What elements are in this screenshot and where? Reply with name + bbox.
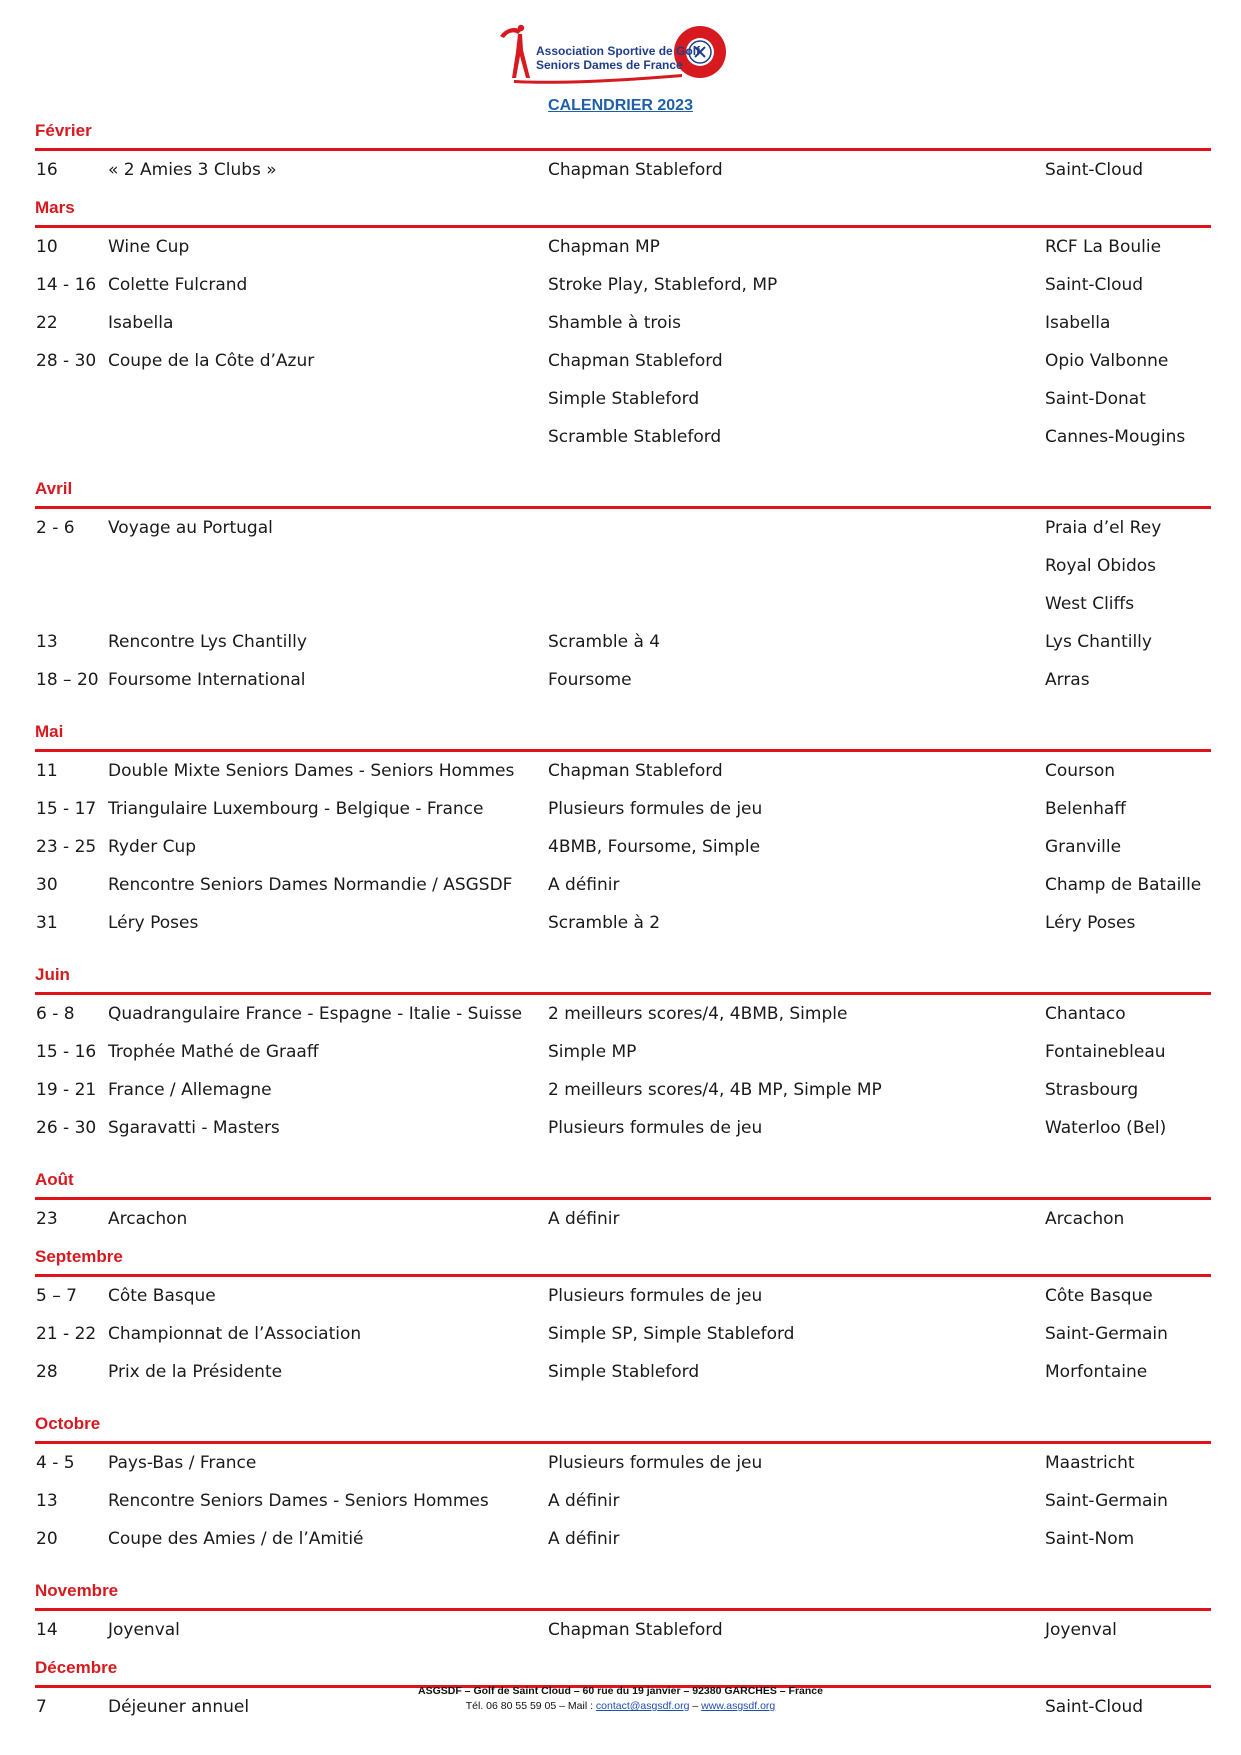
event-location: Praia d’el Rey	[1045, 518, 1162, 538]
month-header: Juin	[35, 962, 1211, 995]
month-header: Décembre	[35, 1655, 1211, 1688]
event-location: Côte Basque	[1045, 1286, 1153, 1306]
event-date: 14 - 16	[36, 275, 97, 295]
event-row	[35, 790, 1211, 828]
event-row	[35, 1444, 1211, 1482]
event-format: Scramble à 4	[548, 632, 661, 652]
event-format: Simple Stableford	[548, 389, 700, 409]
event-location: Isabella	[1045, 313, 1111, 333]
event-date: 28	[36, 1362, 58, 1382]
event-name: Rencontre Seniors Dames - Seniors Hommes	[108, 1491, 489, 1511]
event-row	[35, 1520, 1211, 1558]
event-row	[35, 1315, 1211, 1353]
footer-address: ASGSDF – Golf de Saint Cloud – 60 rue du 19 janvier – 92380 GARCHES – France	[418, 1685, 823, 1697]
event-location: Waterloo (Bel)	[1045, 1118, 1167, 1138]
event-format: Chapman Stableford	[548, 761, 723, 781]
event-row	[35, 380, 1211, 418]
event-row	[35, 866, 1211, 904]
event-date: 4 - 5	[36, 1453, 75, 1473]
event-format: Plusieurs formules de jeu	[548, 799, 763, 819]
month-header: Mars	[35, 195, 1211, 228]
event-date: 26 - 30	[36, 1118, 97, 1138]
event-format: Chapman Stableford	[548, 160, 723, 180]
event-row	[35, 1071, 1211, 1109]
event-row	[35, 342, 1211, 380]
event-name: Coupe des Amies / de l’Amitié	[108, 1529, 364, 1549]
event-row	[35, 904, 1211, 942]
event-name: Coupe de la Côte d’Azur	[108, 351, 315, 371]
month-spacer	[35, 1147, 1211, 1161]
event-format: Plusieurs formules de jeu	[548, 1453, 763, 1473]
month-spacer	[35, 456, 1211, 470]
event-location: Opio Valbonne	[1045, 351, 1169, 371]
event-name: Déjeuner annuel	[108, 1697, 250, 1717]
event-date: 6 - 8	[36, 1004, 75, 1024]
event-name: Arcachon	[108, 1209, 188, 1229]
event-location: RCF La Boulie	[1045, 237, 1162, 257]
event-format: A définir	[548, 875, 620, 895]
event-row	[35, 1611, 1211, 1649]
logo-line-2: Seniors Dames de France	[536, 58, 683, 72]
event-name: Voyage au Portugal	[108, 518, 273, 538]
event-date: 14	[36, 1620, 58, 1640]
event-date: 31	[36, 913, 58, 933]
event-format: Stroke Play, Stableford, MP	[548, 275, 778, 295]
event-format: A définir	[548, 1491, 620, 1511]
event-format: Scramble à 2	[548, 913, 661, 933]
event-date: 23 - 25	[36, 837, 97, 857]
month-header: Octobre	[35, 1411, 1211, 1444]
event-location: Saint-Cloud	[1045, 160, 1144, 180]
calendar-table	[35, 118, 1211, 1726]
event-date: 15 - 17	[36, 799, 97, 819]
event-row	[35, 1277, 1211, 1315]
event-date: 21 - 22	[36, 1324, 97, 1344]
event-format: Plusieurs formules de jeu	[548, 1286, 763, 1306]
event-name: Pays-Bas / France	[108, 1453, 257, 1473]
event-row	[35, 1200, 1211, 1238]
event-row	[35, 1353, 1211, 1391]
event-location: Lys Chantilly	[1045, 632, 1152, 652]
event-date: 20	[36, 1529, 58, 1549]
event-date: 16	[36, 160, 58, 180]
month-spacer	[35, 942, 1211, 956]
month-header: Septembre	[35, 1244, 1211, 1277]
event-date: 13	[36, 632, 58, 652]
event-format: A définir	[548, 1529, 620, 1549]
event-date: 10	[36, 237, 58, 257]
logo-text	[536, 44, 700, 72]
event-location: Joyenval	[1045, 1620, 1117, 1640]
footer-separator: –	[689, 1700, 702, 1712]
event-format: 4BMB, Foursome, Simple	[548, 837, 761, 857]
event-location: Champ de Bataille	[1045, 875, 1202, 895]
event-name: Wine Cup	[108, 237, 190, 257]
event-location: Saint-Donat	[1045, 389, 1146, 409]
event-format: Simple SP, Simple Stableford	[548, 1324, 795, 1344]
event-date: 2 - 6	[36, 518, 75, 538]
event-row	[35, 1033, 1211, 1071]
logo-line-1: Association Sportive de Golf	[536, 44, 701, 58]
event-row	[35, 228, 1211, 266]
event-row	[35, 585, 1211, 623]
event-row	[35, 995, 1211, 1033]
event-format: Simple Stableford	[548, 1362, 700, 1382]
event-name: France / Allemagne	[108, 1080, 272, 1100]
event-location: Cannes-Mougins	[1045, 427, 1186, 447]
event-row	[35, 304, 1211, 342]
event-row	[35, 1109, 1211, 1147]
footer-email-link[interactable]: contact@asgsdf.org	[595, 1700, 690, 1712]
month-header: Août	[35, 1167, 1211, 1200]
event-location: Royal Obidos	[1045, 556, 1156, 576]
event-location: Saint-Cloud	[1045, 1697, 1144, 1717]
event-format: 2 meilleurs scores/4, 4BMB, Simple	[548, 1004, 848, 1024]
event-name: Triangulaire Luxembourg - Belgique - France	[108, 799, 484, 819]
event-date: 15 - 16	[36, 1042, 97, 1062]
event-location: Courson	[1045, 761, 1116, 781]
month-spacer	[35, 1391, 1211, 1405]
association-logo	[492, 22, 752, 86]
event-format: 2 meilleurs scores/4, 4B MP, Simple MP	[548, 1080, 882, 1100]
event-location: Granville	[1045, 837, 1122, 857]
event-format: Plusieurs formules de jeu	[548, 1118, 763, 1138]
event-name: Championnat de l’Association	[108, 1324, 362, 1344]
event-name: Trophée Mathé de Graaff	[108, 1042, 319, 1062]
event-name: Rencontre Lys Chantilly	[108, 632, 307, 652]
month-header: Mai	[35, 719, 1211, 752]
event-date: 23	[36, 1209, 58, 1229]
event-row	[35, 752, 1211, 790]
footer-phone: Tél. 06 80 55 59 05 – Mail :	[465, 1700, 596, 1712]
month-header: Février	[35, 118, 1211, 151]
event-date: 22	[36, 313, 58, 333]
page-footer	[0, 1684, 1241, 1714]
event-location: Fontainebleau	[1045, 1042, 1166, 1062]
event-name: Léry Poses	[108, 913, 199, 933]
event-name: Prix de la Présidente	[108, 1362, 283, 1382]
event-row	[35, 547, 1211, 585]
event-date: 30	[36, 875, 58, 895]
event-date: 19 - 21	[36, 1080, 97, 1100]
event-name: Foursome International	[108, 670, 306, 690]
event-row	[35, 623, 1211, 661]
event-format: Foursome	[548, 670, 632, 690]
event-name: Côte Basque	[108, 1286, 216, 1306]
event-date: 13	[36, 1491, 58, 1511]
event-row	[35, 661, 1211, 699]
event-format: Simple MP	[548, 1042, 637, 1062]
event-location: Saint-Germain	[1045, 1491, 1168, 1511]
event-row	[35, 1482, 1211, 1520]
event-location: Morfontaine	[1045, 1362, 1148, 1382]
event-format: Chapman Stableford	[548, 1620, 723, 1640]
footer-website-link[interactable]: www.asgsdf.org	[701, 1700, 776, 1712]
event-row	[35, 266, 1211, 304]
event-format: Scramble Stableford	[548, 427, 722, 447]
event-location: Saint-Nom	[1045, 1529, 1135, 1549]
event-date: 5 – 7	[36, 1286, 77, 1306]
event-location: Chantaco	[1045, 1004, 1126, 1024]
event-date: 18 – 20	[36, 670, 99, 690]
page-header	[0, 22, 1241, 92]
event-row	[35, 418, 1211, 456]
event-name: Quadrangulaire France - Espagne - Italie - Suisse	[108, 1004, 523, 1024]
event-row	[35, 509, 1211, 547]
event-name: Ryder Cup	[108, 837, 197, 857]
month-header: Novembre	[35, 1578, 1211, 1611]
event-location: Arcachon	[1045, 1209, 1125, 1229]
month-spacer	[35, 699, 1211, 713]
event-location: Saint-Germain	[1045, 1324, 1168, 1344]
event-location: Arras	[1045, 670, 1090, 690]
month-header: Avril	[35, 476, 1211, 509]
event-location: West Cliffs	[1045, 594, 1135, 614]
event-format: Chapman Stableford	[548, 351, 723, 371]
page-title: CALENDRIER 2023	[548, 97, 693, 114]
event-format: Shamble à trois	[548, 313, 682, 333]
event-location: Léry Poses	[1045, 913, 1136, 933]
event-location: Belenhaff	[1045, 799, 1126, 819]
event-name: Isabella	[108, 313, 174, 333]
event-name: Joyenval	[108, 1620, 180, 1640]
event-date: 7	[36, 1697, 47, 1717]
footer-contact	[0, 1699, 1241, 1714]
event-format: A définir	[548, 1209, 620, 1229]
event-name: « 2 Amies 3 Clubs »	[108, 160, 277, 180]
event-name: Sgaravatti - Masters	[108, 1118, 280, 1138]
event-row	[35, 151, 1211, 189]
event-format: Chapman MP	[548, 237, 660, 257]
event-date: 11	[36, 761, 58, 781]
event-location: Strasbourg	[1045, 1080, 1139, 1100]
event-date: 28 - 30	[36, 351, 97, 371]
event-location: Saint-Cloud	[1045, 275, 1144, 295]
event-name: Rencontre Seniors Dames Normandie / ASGSDF	[108, 875, 513, 895]
event-name: Double Mixte Seniors Dames - Seniors Hommes	[108, 761, 515, 781]
event-location: Maastricht	[1045, 1453, 1135, 1473]
event-name: Colette Fulcrand	[108, 275, 248, 295]
event-row	[35, 828, 1211, 866]
month-spacer	[35, 1558, 1211, 1572]
